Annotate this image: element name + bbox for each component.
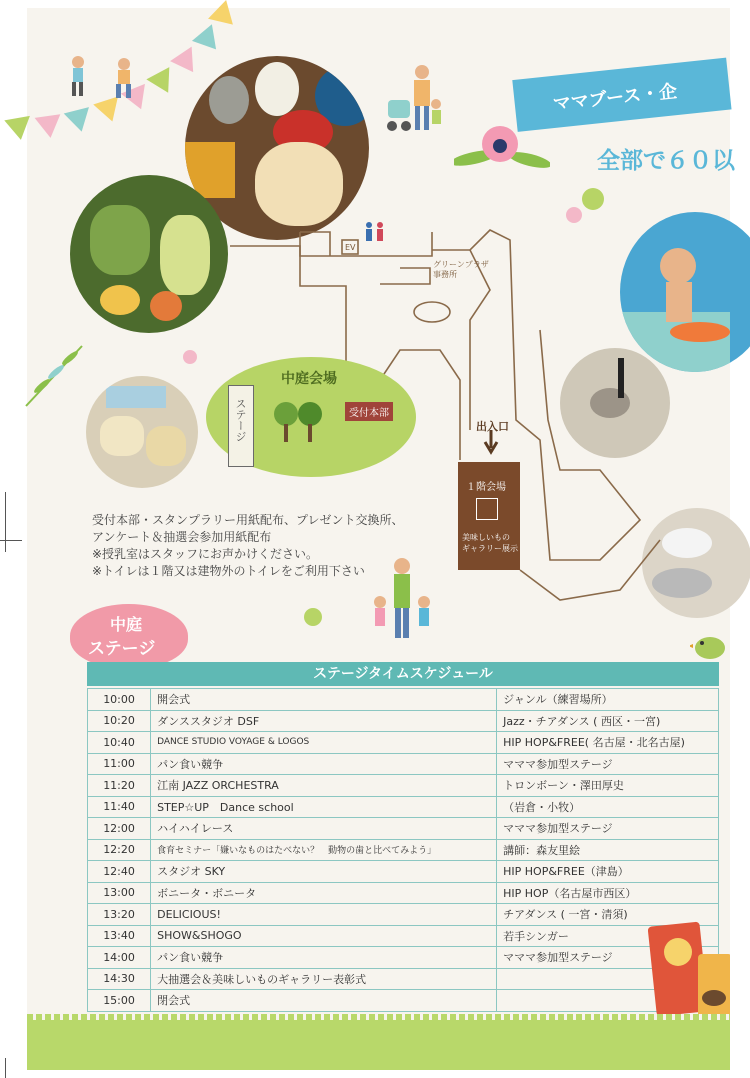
schedule-row — [88, 818, 719, 840]
schedule-row — [88, 689, 719, 711]
schedule-program: パン食い競争 — [151, 753, 497, 775]
bird-illustration — [690, 630, 730, 666]
floor1-square — [476, 498, 498, 520]
schedule-row — [88, 925, 719, 947]
schedule-program: パン食い競争 — [151, 947, 497, 969]
schedule-genre: 講師：森友里絵 — [497, 839, 719, 861]
schedule-row — [88, 947, 719, 969]
schedule-time: 11:40 — [88, 796, 151, 818]
entrance-label: 出入口 — [476, 420, 509, 433]
schedule-time: 12:40 — [88, 861, 151, 883]
note-line: 受付本部・スタンプラリー用紙配布、プレゼント交換所、 — [92, 513, 404, 527]
schedule-time: 15:00 — [88, 990, 151, 1012]
grass-footer — [27, 1020, 730, 1070]
schedule-time: 11:20 — [88, 775, 151, 797]
schedule-program: DANCE STUDIO VOYAGE & LOGOS — [151, 732, 497, 754]
schedule-genre: 若手シンガー — [497, 925, 719, 947]
schedule-time: 12:00 — [88, 818, 151, 840]
badge-line2: ステージ — [88, 639, 156, 659]
courtyard-stage-badge — [70, 604, 188, 668]
schedule-row — [88, 775, 719, 797]
badge-line1: 中庭 — [110, 615, 143, 634]
schedule-genre: トロンボーン・澤田厚史 — [497, 775, 719, 797]
schedule-row — [88, 753, 719, 775]
schedule-row — [88, 968, 719, 990]
schedule-row — [88, 904, 719, 926]
family-illustration — [372, 556, 432, 646]
schedule-program: ボニータ・ボニータ — [151, 882, 497, 904]
schedule-program: 閉会式 — [151, 990, 497, 1012]
schedule-genre: Jazz・チアダンス ( 西区・一宮) — [497, 710, 719, 732]
schedule-row — [88, 861, 719, 883]
schedule-genre: マママ参加型ステージ — [497, 947, 719, 969]
schedule-row — [88, 732, 719, 754]
schedule-program: STEP☆UP Dance school — [151, 796, 497, 818]
schedule-program: 開会式 — [151, 689, 497, 711]
schedule-row — [88, 796, 719, 818]
schedule-program: ダンススタジオ DSF — [151, 710, 497, 732]
schedule-time: 10:20 — [88, 710, 151, 732]
schedule-time: 12:20 — [88, 839, 151, 861]
schedule-time: 13:00 — [88, 882, 151, 904]
schedule-time: 11:00 — [88, 753, 151, 775]
tree-icon — [272, 400, 328, 446]
note-line: ※授乳室はスタッフにお声かけください。 — [92, 547, 319, 561]
schedule-time: 10:00 — [88, 689, 151, 711]
schedule-time: 13:20 — [88, 904, 151, 926]
note-line: アンケート＆抽選会参加用紙配布 — [92, 530, 272, 544]
schedule-row — [88, 839, 719, 861]
schedule-program: 大抽選会＆美味しいものギャラリー表彰式 — [151, 968, 497, 990]
floor1-venue — [458, 462, 520, 570]
venue-notes — [92, 512, 404, 580]
schedule-program: SHOW&SHOGO — [151, 925, 497, 947]
schedule-program: スタジオ SKY — [151, 861, 497, 883]
map-label-office: グリーンプラザ事務所 — [433, 260, 489, 279]
schedule-title: ステージタイムスケジュール — [87, 662, 719, 686]
schedule-program: ハイハイレース — [151, 818, 497, 840]
map-label-ev: EV — [345, 243, 356, 252]
schedule-genre: HIP HOP（名古屋市西区） — [497, 882, 719, 904]
schedule-genre: マママ参加型ステージ — [497, 753, 719, 775]
schedule-genre: マママ参加型ステージ — [497, 818, 719, 840]
schedule-time: 14:00 — [88, 947, 151, 969]
schedule-genre: HIP HOP&FREE（津島） — [497, 861, 719, 883]
booth-subtitle: 全部で６０以 — [597, 148, 735, 174]
floor1-caption: 美味しいもの ギャラリー展示 — [462, 533, 518, 553]
schedule-genre: （岩倉・小牧） — [497, 796, 719, 818]
schedule-program: 江南 JAZZ ORCHESTRA — [151, 775, 497, 797]
schedule-genre: ジャンル（練習場所） — [497, 689, 719, 711]
schedule-genre: HIP HOP&FREE( 名古屋・北名古屋) — [497, 732, 719, 754]
schedule-time: 14:30 — [88, 968, 151, 990]
courtyard-title: 中庭会場 — [281, 371, 337, 387]
schedule-genre: チアダンス ( 一宮・清須) — [497, 904, 719, 926]
product-package-illustration — [648, 918, 730, 1022]
schedule-row — [88, 882, 719, 904]
crop-mark — [5, 1058, 6, 1078]
schedule-row — [88, 990, 719, 1012]
note-line: ※トイレは１階又は建物外のトイレをご利用下さい — [92, 564, 365, 578]
floor1-label: １階会場 — [466, 482, 506, 493]
booth-banner-text: ママブース・企 — [551, 81, 679, 115]
schedule-program: 食育セミナー「嫌いなものはたべない？ 動物の歯と比べてみよう」 — [151, 839, 497, 861]
schedule-time: 10:40 — [88, 732, 151, 754]
schedule-program: DELICIOUS! — [151, 904, 497, 926]
reception-label: 受付本部 — [345, 402, 393, 421]
schedule-row — [88, 710, 719, 732]
stage-label: ステージ — [234, 398, 247, 442]
schedule-time: 13:40 — [88, 925, 151, 947]
schedule-table — [87, 688, 719, 1012]
